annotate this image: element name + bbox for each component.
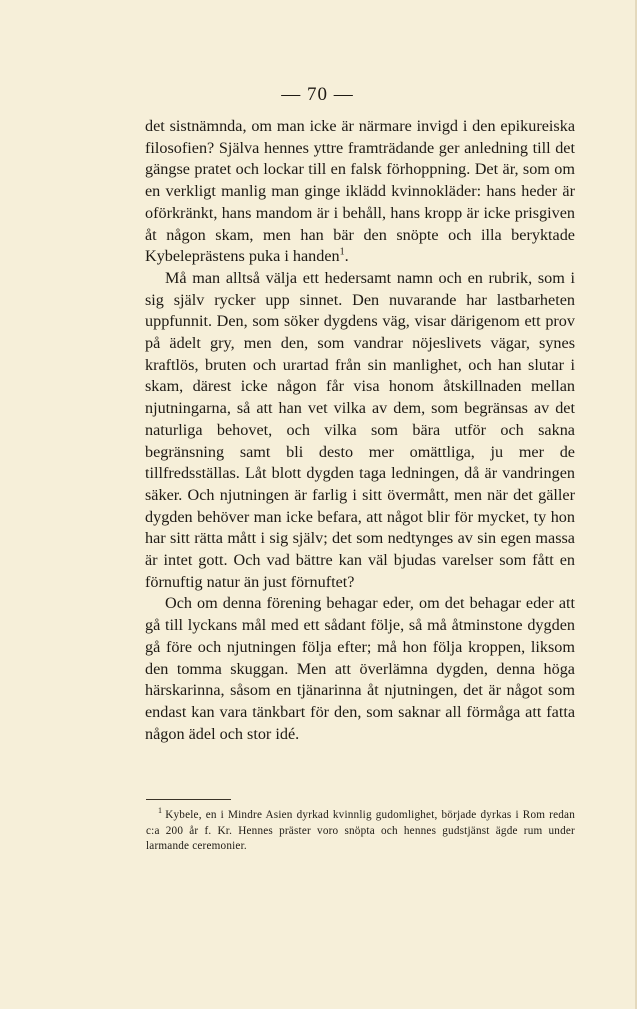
page-number: — 70 —	[281, 84, 354, 105]
body-text	[145, 116, 575, 745]
footnote	[146, 808, 575, 855]
paragraph-1-tail: .	[344, 247, 349, 266]
footnote-mark: 1	[158, 806, 163, 816]
paragraph-1	[145, 116, 575, 268]
paragraph-2: Må man alltså välja ett hedersamt namn och en rubrik, som i sig själv rycker upp sinnet. Den nuvarande har lastbarheten uppfunnit. Den, som söker dygdens väg, visar därigenom ett prov på ädelt gry, men den, som vandrar nöjeslivets vägar, synes kraftlös, bruten och urartad från sin manlighet, och han slutar i skam, därest icke någon får visa honom åtskillnaden mellan njutningarna, så att han vet vilka av dem, som begränsas av det naturliga behovet, och vilka som bära utför och sakna begränsning samt bli desto mer omättliga, ju mer de tillfredsställas. Låt blott dygden taga ledningen, då är vandringen säker. Och njutningen är farlig i sitt övermått, men när det gäller dygden behöver man icke befara, att något blir för mycket, ty hon har sitt rätta mått i sig själv; det som nedtynges av sin egen massa är intet gott. Och vad bättre kan väl bjudas varelser som fått en förnuftig natur än just förnuftet?	[145, 268, 575, 591]
paragraph-1-text: det sistnämnda, om man icke är närmare invigd i den epikureiska filosofien? Själva hennes yttre framträdande ger anledning till det gängse pratet och lockar till en falsk förhoppning. Det är, som om en verkligt manlig man ginge iklädd kvinnokläder: hans heder är oförkränkt, hans mandom är i behåll, hans kropp är icke prisgiven åt någon skam, men han bär den snöpte och illa beryktade Kybeleprästens puka i handen	[145, 117, 575, 266]
paragraph-3: Och om denna förening behagar eder, om det behagar eder att gå till lyckans mål med ett sådant följe, så må åtminstone dygden gå före och njutningen följa efter; må hon följa kroppen, liksom den tomma skuggan. Men att överlämna dygden, denna höga härskarinna, såsom en tjänarinna åt njutningen, det är något som endast kan vara tänkbart för den, som saknar all förmåga att fatta någon ädel och stor idé.	[145, 594, 575, 743]
footnote-reference[interactable]: 1	[339, 246, 345, 258]
footnote-text: Kybele, en i Mindre Asien dyrkad kvinnlig gudomlighet, började dyrkas i Rom redan c:a 200 år f. Kr. Hennes präster voro snöpta och hennes gudstjänst ägde rum under larmande ceremonier.	[146, 809, 575, 852]
footnote-divider	[146, 799, 231, 800]
